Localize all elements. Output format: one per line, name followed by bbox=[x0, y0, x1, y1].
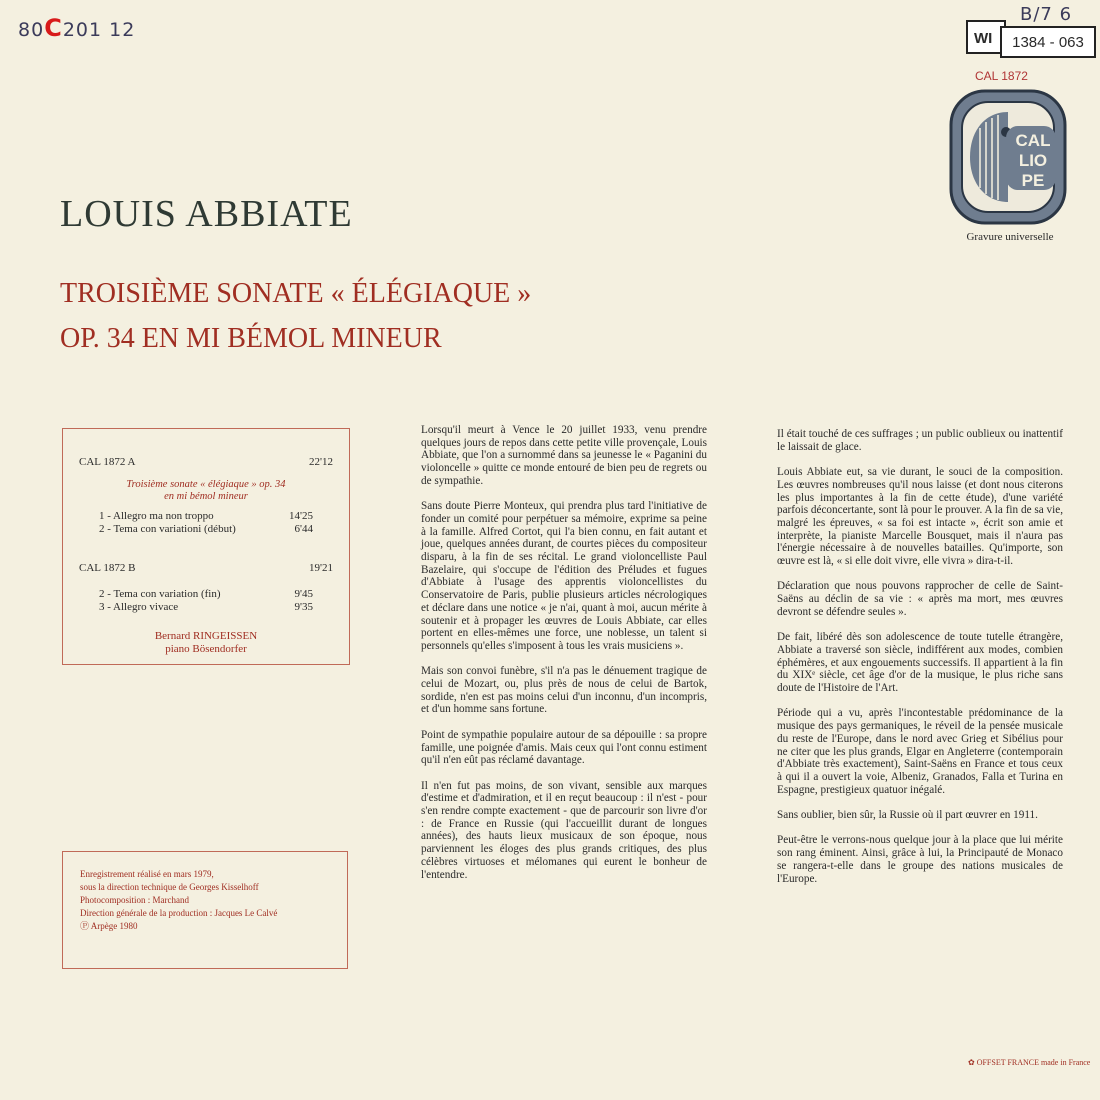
track-duration: 6'44 bbox=[294, 523, 313, 535]
paragraph: Mais son convoi funèbre, s'il n'a pas le dénuement tragique de celui de Mozart, ou, plus près de nous de celui de Bartok, sordide, n'en est pas moins celui d'un inconnu, d'un incompris, et d'un homme sans fortune. bbox=[421, 665, 707, 716]
credit-line: Ⓟ Arpège 1980 bbox=[80, 921, 138, 931]
credit-line: Direction générale de la production : Jacques Le Calvé bbox=[80, 908, 278, 918]
handwritten-red-c: C bbox=[44, 14, 63, 42]
work-subtitle-line2: en mi bémol mineur bbox=[164, 491, 248, 502]
sticker-number: 1384 - 063 bbox=[1000, 26, 1096, 58]
composer-title: LOUIS ABBIATE bbox=[60, 193, 353, 235]
track-title: 2 - Tema con variationi (début) bbox=[99, 523, 236, 535]
side-b-label: CAL 1872 B bbox=[79, 562, 136, 574]
paragraph: Louis Abbiate eut, sa vie durant, le souci de la composition. Les œuvres nombreuses qu'il nous laisse (et dont nous citerons les plus importantes à la fin de cette étude), d'une variété parfois déconcertante, sont là pour le prouver. A la fin de sa vie, malgré les épreuves, « sa foi est intacte », écrit son amie et interprète, la pianiste Marcelle Bousquet, mais il n'aura pas l'énergie nécessaire à de nouvelles batailles. Qu'importe, son œuvre est là, « si elle doit vivre, elle vivra » dira-t-il. bbox=[777, 466, 1063, 568]
paragraph: Il était touché de ces suffrages ; un public oublieux ou inattentif le laissait de glace. bbox=[777, 428, 1063, 453]
track-row bbox=[99, 588, 313, 600]
credit-line: sous la direction technique de Georges Kisselhoff bbox=[80, 882, 259, 892]
paragraph: Période qui a vu, après l'incontestable prédominance de la musique des pays germaniques, le réveil de la pensée musicale du reste de l'Europe, dans le nord avec Grieg et Sibélius pour ne citer que les plus grands, Elgar en Angleterre (contemporain d'Abbiate très exactement), Saint-Saëns en France et tous ceux à qui il a ouvert la voie, Albeniz, Granados, Falla et Turina en Espagne, prestigieux quatuor inégalé. bbox=[777, 707, 1063, 796]
track-title: 1 - Allegro ma non troppo bbox=[99, 510, 214, 522]
side-a-header bbox=[79, 456, 333, 468]
calliope-logo-icon bbox=[948, 88, 1068, 226]
performer-credit bbox=[63, 630, 349, 656]
side-a-duration: 22'12 bbox=[309, 456, 333, 468]
paragraph: Déclaration que nous pouvons rapprocher de celle de Saint-Saëns au déclin de sa vie : « après ma mort, mes œuvres devront se défendre seules ». bbox=[777, 580, 1063, 618]
credit-line: Enregistrement réalisé en mars 1979, bbox=[80, 869, 214, 879]
track-title: 3 - Allegro vivace bbox=[99, 601, 179, 613]
label-tagline: Gravure universelle bbox=[966, 231, 1054, 243]
work-title-line2: OP. 34 EN MI BÉMOL MINEUR bbox=[60, 323, 442, 354]
logo-text-3: PE bbox=[1021, 171, 1045, 190]
track-row bbox=[99, 523, 313, 535]
catalog-code: CAL 1872 bbox=[975, 69, 1028, 83]
paragraph: Peut-être le verrons-nous quelque jour à la place que lui mérite son rang éminent. Ainsi, grâce à lui, la Principauté de Monaco se rangera-t-elle dans le groupe des nations musicales de l'Europe. bbox=[777, 834, 1063, 885]
handwritten-prefix: 80 bbox=[18, 19, 45, 41]
work-title-line1: TROISIÈME SONATE « ÉLÉGIAQUE » bbox=[60, 278, 532, 309]
side-b-duration: 19'21 bbox=[309, 562, 333, 574]
tracklist-box bbox=[62, 428, 350, 665]
performer-instrument: piano Bösendorfer bbox=[165, 643, 247, 655]
production-credits-box bbox=[62, 851, 348, 969]
paragraph: Sans oublier, bien sûr, la Russie où il part œuvrer en 1911. bbox=[777, 809, 1038, 822]
logo-text-1: CAL bbox=[1015, 131, 1051, 150]
track-row bbox=[99, 601, 313, 613]
handwritten-catalog-number bbox=[18, 14, 135, 42]
credit-line: Photocomposition : Marchand bbox=[80, 895, 189, 905]
liner-notes-right-column bbox=[777, 428, 1063, 898]
performer-name: Bernard RINGEISSEN bbox=[154, 630, 258, 642]
liner-notes-left-column bbox=[421, 424, 707, 894]
side-b-header bbox=[79, 562, 333, 574]
handwritten-shelf-mark: B/7 6 bbox=[1020, 4, 1073, 25]
paragraph: Il n'en fut pas moins, de son vivant, sensible aux marques d'estime et d'admiration, et il en reçut beaucoup : il n'est - pour s'en rendre compte exactement - que de parcourir son livre d'or : de France en Russie (qui l'accueillit durant de longues années), des hauts lieux musicaux de son époque, nous parviennent les éloges des plus grands critiques, des plus célèbres virtuoses et mélomanes qui eurent le bonheur de l'entendre. bbox=[421, 779, 707, 881]
track-row bbox=[99, 510, 313, 522]
track-title: 2 - Tema con variation (fin) bbox=[99, 588, 221, 600]
paragraph: Lorsqu'il meurt à Vence le 20 juillet 1933, venu prendre quelques jours de repos dans cette petite ville provençale, Louis Abbiate, que l'on a surnommé dans sa jeunesse le « Paganini du violoncelle » quitte ce monde entouré de bien peu de regrets ou de sympathie. bbox=[421, 424, 707, 487]
printer-footer bbox=[968, 1058, 1090, 1067]
work-subtitle-line1: Troisième sonate « élégiaque » op. 34 bbox=[126, 479, 286, 490]
track-duration: 14'25 bbox=[289, 510, 313, 522]
paragraph: Sans doute Pierre Monteux, qui prendra plus tard l'initiative de fonder un comité pour perpétuer sa mémoire, exprime sa peine à la famille. Alfred Cortot, qui l'a bien connu, en fait autant et joue, quelques années durant, de courtes pièces du compositeur disparu, à la fin de ses récital. Le grand violoncelliste Paul Bazelaire, qui s'occupe de l'édition des Préludes et fugues d'Abbiate à l'usage des apprentis violoncellistes du Conservatoire de Paris, publie plusieurs articles nécrologiques et déclare dans une notice « je n'ai, quant à moi, aucun mérite à soutenir et à propager les œuvres de Louis Abbiate, car elles portent en elles-mêmes une force, une noblesse, un talent si personnels qu'elles s'imposent à tous les vrais musiciens ». bbox=[421, 500, 707, 652]
track-duration: 9'45 bbox=[294, 588, 313, 600]
handwritten-suffix: 201 12 bbox=[62, 19, 136, 41]
track-duration: 9'35 bbox=[294, 601, 313, 613]
sticker-prefix: WI bbox=[966, 20, 1006, 54]
side-a-label: CAL 1872 A bbox=[79, 456, 136, 468]
work-subtitle bbox=[63, 479, 349, 503]
printer-name: OFFSET FRANCE bbox=[976, 1058, 1040, 1067]
printer-logo-icon: ✿ bbox=[968, 1058, 975, 1067]
made-in-label: made in France bbox=[1041, 1058, 1091, 1067]
paragraph: De fait, libéré dès son adolescence de toute tutelle étrangère, Abbiate a traversé son siècle, indifférent aux modes, combien éphémères, et aux engouements successifs. Il appartient à la fin du XIXᵉ siècle, cet âge d'or de la musique, le plus riche sans doute de l'Histoire de l'Art. bbox=[777, 631, 1063, 695]
logo-text-2: LIO bbox=[1018, 151, 1048, 170]
paragraph: Point de sympathie populaire autour de sa dépouille : sa propre famille, une poignée d'amis. Mais ceux qui l'ont connu estiment qu'il n'en eût pas réclamé davantage. bbox=[421, 728, 707, 767]
